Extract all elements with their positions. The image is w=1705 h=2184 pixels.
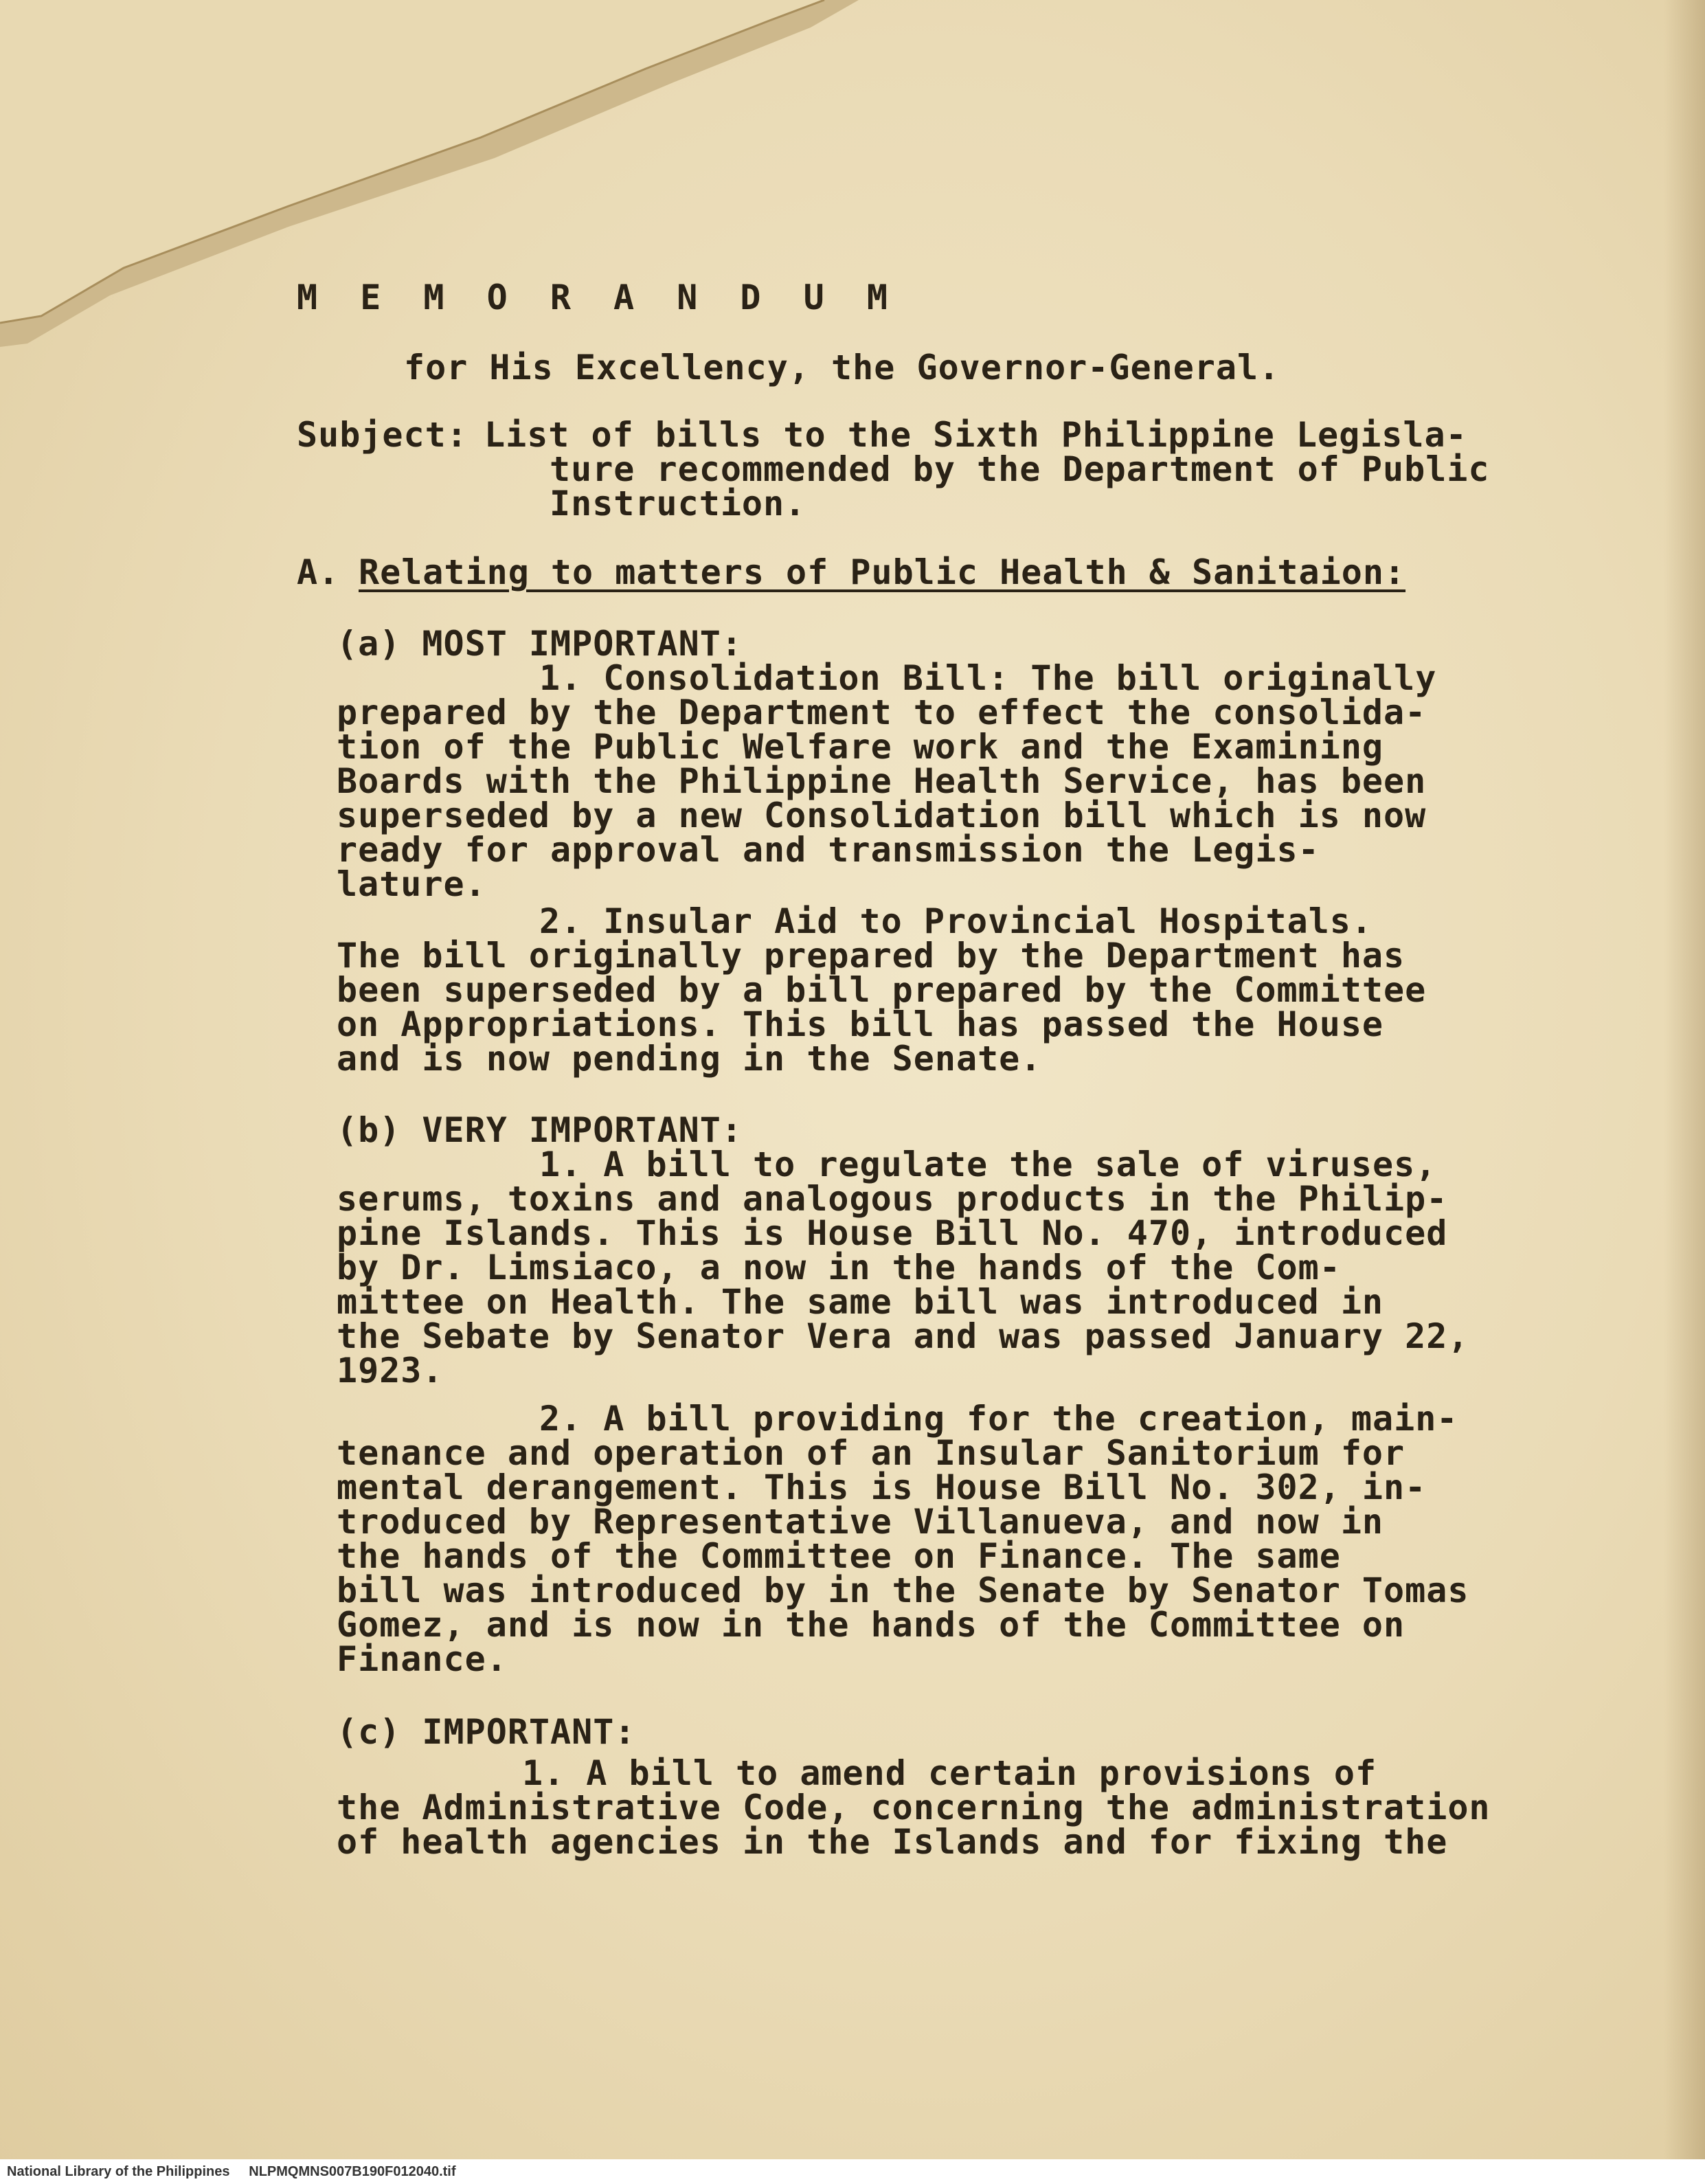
part-c-line: 1. A bill to amend certain provisions of — [522, 1753, 1377, 1793]
part-b-line: mittee on Health. The same bill was introduced in — [337, 1282, 1384, 1322]
subject-line: List of bills to the Sixth Philippine Legisla- — [484, 415, 1467, 455]
page-edge-shadow — [1664, 0, 1705, 2184]
section-a-label: A. — [297, 552, 340, 592]
part-a-line: on Appropriations. This bill has passed the House — [337, 1004, 1384, 1044]
part-b-line: pine Islands. This is House Bill No. 470, introduced — [337, 1213, 1448, 1253]
part-a-line: and is now pending in the Senate. — [337, 1039, 1042, 1079]
footer-strip — [0, 2159, 1705, 2184]
part-b-line: Gomez, and is now in the hands of the Committee on — [337, 1605, 1405, 1645]
subject-line: ture recommended by the Department of Public — [550, 449, 1490, 489]
memo-title: M E M O R A N D U M — [297, 278, 899, 317]
part-b-line: tenance and operation of an Insular Sanitorium for — [337, 1433, 1405, 1473]
part-c-line: the Administrative Code, concerning the administration — [337, 1788, 1491, 1827]
part-b-line: 1. A bill to regulate the sale of viruses, — [539, 1145, 1437, 1184]
part-b-line: bill was introduced by in the Senate by Senator Tomas — [337, 1571, 1469, 1610]
part-b-line: the Sebate by Senator Vera and was passed January 22, — [337, 1316, 1469, 1356]
part-a-line: The bill originally prepared by the Department has — [337, 936, 1405, 976]
part-b-line: serums, toxins and analogous products in the Philip- — [337, 1179, 1448, 1219]
part-b-line: the hands of the Committee on Finance. The same — [337, 1536, 1341, 1576]
part-a-line: prepared by the Department to effect the consolida- — [337, 693, 1427, 732]
section-a-heading: Relating to matters of Public Health & Sanitaion: — [359, 552, 1406, 592]
part-b-line: 1923. — [337, 1351, 444, 1391]
part-b-line: troduced by Representative Villanueva, and now in — [337, 1502, 1384, 1542]
part-b-line: Finance. — [337, 1639, 508, 1679]
part-b-heading: (b) VERY IMPORTANT: — [337, 1110, 743, 1150]
part-b-line: mental derangement. This is House Bill No. 302, in- — [337, 1467, 1427, 1507]
addressee-line: for His Excellency, the Governor-General. — [404, 348, 1280, 387]
part-a-line: been superseded by a bill prepared by the Committee — [337, 970, 1427, 1010]
part-a-line: tion of the Public Welfare work and the Examining — [337, 727, 1384, 767]
part-b-line: 2. A bill providing for the creation, main- — [539, 1399, 1458, 1439]
part-b-line: by Dr. Limsiaco, a now in the hands of the Com- — [337, 1248, 1341, 1287]
part-a-heading: (a) MOST IMPORTANT: — [337, 624, 743, 664]
part-a-line: ready for approval and transmission the Legis- — [337, 830, 1320, 870]
part-a-line: superseded by a new Consolidation bill which is now — [337, 796, 1427, 835]
subject-label: Subject: — [297, 415, 468, 455]
part-a-line: 1. Consolidation Bill: The bill originally — [539, 658, 1437, 698]
subject-line: Instruction. — [550, 484, 806, 524]
part-a-line: 2. Insular Aid to Provincial Hospitals. — [539, 901, 1373, 941]
part-c-heading: (c) IMPORTANT: — [337, 1712, 636, 1752]
part-c-line: of health agencies in the Islands and for fixing the — [337, 1822, 1448, 1862]
archive-footer: National Library of the Philippines NLPMQMNS007B190F012040.tif — [7, 2164, 456, 2179]
part-a-line: Boards with the Philippine Health Service, has been — [337, 761, 1427, 801]
part-a-line: lature. — [337, 864, 486, 904]
